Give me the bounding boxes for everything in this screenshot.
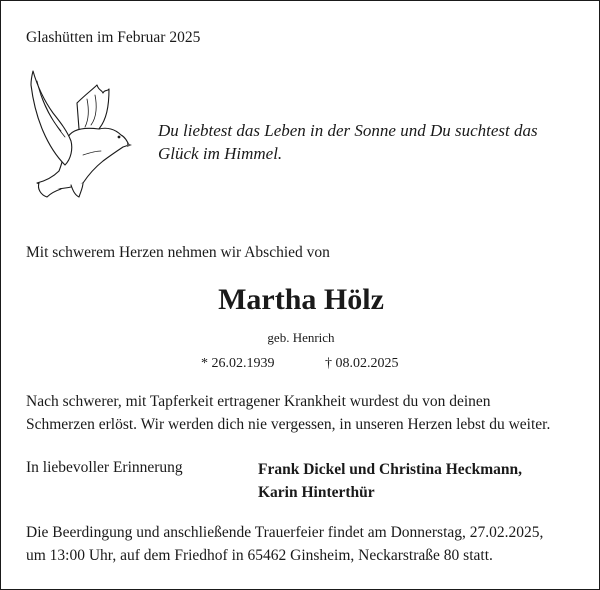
funeral-line-1: Die Beerdingung und anschließende Trauerfeier findet am Donnerstag, 27.02.2025,: [26, 524, 544, 541]
message-line-2: Schmerzen erlöst. Wir werden dich nie vergessen, in unseren Herzen lebst du weiter.: [26, 416, 551, 433]
mourner-names: [258, 458, 522, 504]
mourner-line-2: Karin Hinterthür: [258, 484, 375, 501]
dove-beak: [127, 143, 132, 147]
dove-eye: [118, 136, 121, 139]
death-date: † 08.02.2025: [325, 356, 399, 371]
intro-text: Mit schwerem Herzen nehmen wir Abschied von: [26, 244, 330, 261]
epitaph-line-2: Glück im Himmel.: [158, 144, 283, 163]
mourner-line-1: Frank Dickel und Christina Heckmann,: [258, 461, 522, 478]
birth-date: * 26.02.1939: [201, 356, 275, 371]
epitaph-line-1: Du liebtest das Leben in der Sonne und Du suchtest das: [158, 121, 538, 140]
dove-icon: [27, 65, 133, 201]
maiden-name: geb. Henrich: [267, 330, 335, 345]
funeral-line-2: um 13:00 Uhr, auf dem Friedhof in 65462 Ginsheim, Neckarstraße 80 statt.: [26, 547, 493, 564]
deceased-name: Martha Hölz: [218, 283, 384, 316]
dateline: Glashütten im Februar 2025: [26, 29, 201, 46]
condolence-message: [26, 390, 550, 436]
funeral-details: [26, 521, 543, 567]
epitaph-quote: [158, 119, 538, 165]
message-line-1: Nach schwerer, mit Tapferkeit ertragener Krankheit wurdest du von deinen: [26, 393, 491, 410]
memory-label: In liebevoller Erinnerung: [26, 459, 183, 476]
